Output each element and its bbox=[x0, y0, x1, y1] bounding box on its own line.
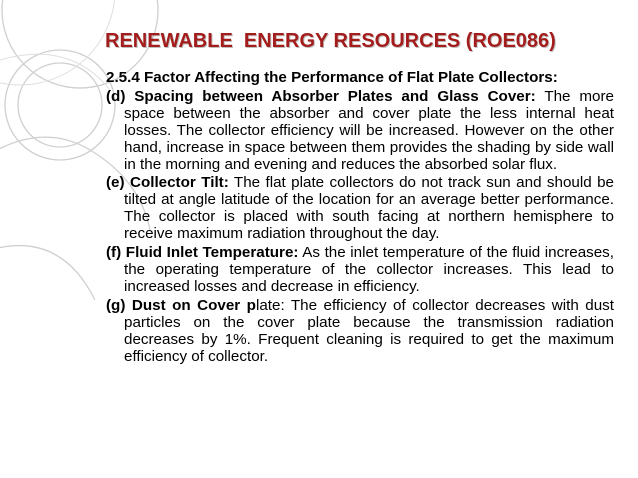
item-text: The flat plate collectors do not track sun and should be tilted at angle latitude of the location for an average better performance. The collector is placed with south facing at northern hemisphere to receive maximum radiation throughout the day. bbox=[124, 174, 614, 243]
item-text: The more space between the absorber and cover plate the less internal heat losses. The collector efficiency will be increased. However on the other hand, increase in space between them provides the shading by side wall in the morning and evening and reduces the absorbed solar flux. bbox=[124, 87, 614, 173]
item-dust-on-cover bbox=[106, 298, 614, 366]
section-heading: 2.5.4 Factor Affecting the Performance of Flat Plate Collectors: bbox=[106, 69, 558, 86]
item-fluid-inlet-temperature bbox=[106, 245, 614, 296]
item-collector-tilt bbox=[106, 175, 614, 243]
item-spacing bbox=[106, 89, 614, 174]
item-text: late: The efficiency of collector decreases with dust particles on the cover plate because the transmission radiation decreases by 1%. Frequent cleaning is required to get the maximum efficiency of collector. bbox=[124, 296, 614, 365]
slide-title: RENEWABLE ENERGY RESOURCES (ROE086) bbox=[105, 30, 556, 52]
item-label: (d) Spacing between Absorber Plates and Glass Cover: bbox=[106, 87, 536, 105]
item-text: As the inlet temperature of the fluid increases, the operating temperature of the collector increases. This lead to increased losses and decrease in efficiency. bbox=[124, 244, 614, 295]
slide-body bbox=[106, 70, 614, 367]
item-label: (g) Dust on Cover p bbox=[106, 296, 256, 314]
item-label: (e) Collector Tilt: bbox=[106, 174, 229, 192]
item-label: (f) Fluid Inlet Temperature: bbox=[106, 244, 299, 262]
